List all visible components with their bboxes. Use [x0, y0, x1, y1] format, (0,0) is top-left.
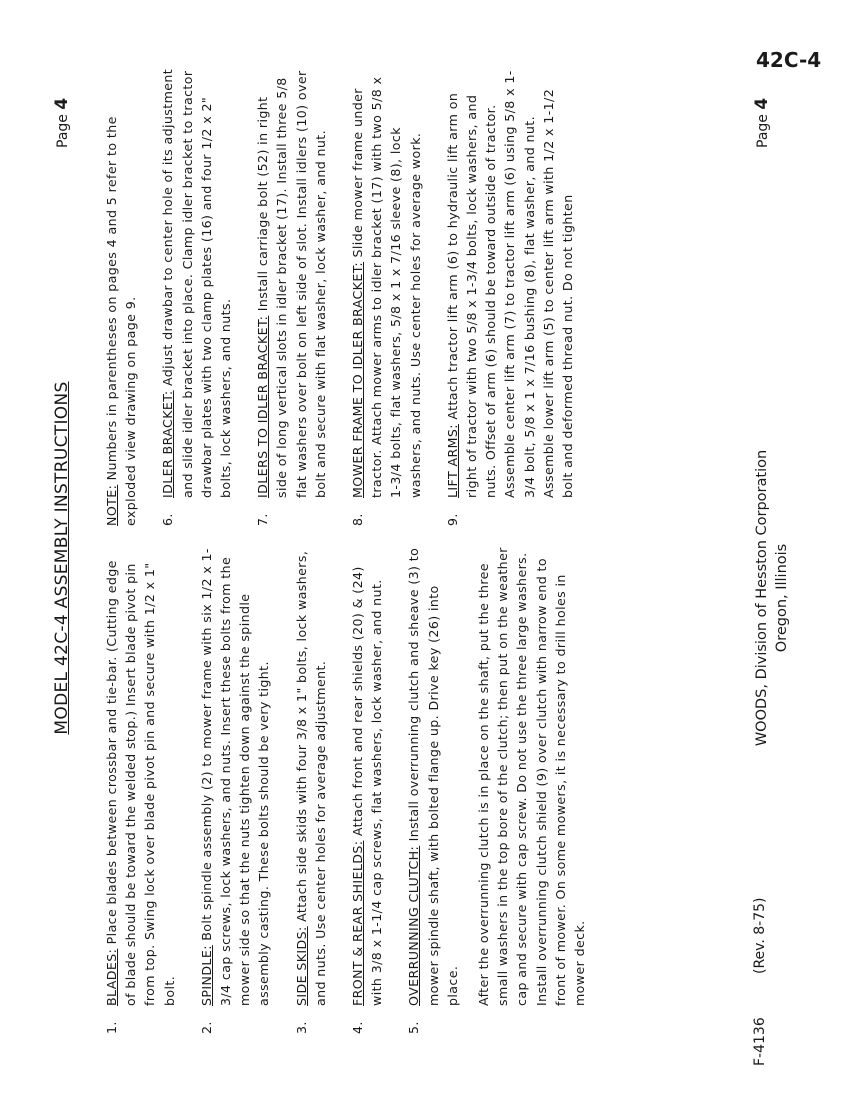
form-number: F-4136 [752, 1017, 768, 1066]
right-column [102, 66, 595, 526]
step-side-skids: 3. SIDE SKIDS: Attach side skids with four 3/8 x 1" bolts, lock washers, and nuts. Use center holes for average adjustment. [293, 550, 328, 1034]
left-column [102, 544, 589, 1034]
page-number-bottom: Page 4 [752, 97, 772, 148]
clutch-paragraph: After the overrunning clutch is in place on the shaft, put the three small washers in the top bore of the clutch; then put on the weather cap and secure with cap screw. Do not use the three large washers. Install overrunning clutch shield (9) over clutch with narrow end to front of mower. On some mowers, it is necessary to drill holes in mower deck. [476, 547, 588, 1006]
page-title: MODEL 42C-4 ASSEMBLY INSTRUCTIONS [52, 381, 72, 735]
step-lift-arms: 9. LIFT ARMS: Attach tractor lift arm (6) to hydraulic lift arm on right of tractor with two 5/8 x 1-3/4 bolts, lock washers, and nuts. Offset of arm (6) should be toward outside of tractor. Assemble center lift arm (7) to tractor lift arm (6) using 5/8 x 1-3/4 bolt, 5/8 x 1 x 7/16 bushing (8), flat washer, and nut. Assemble lower lift arm (5) to center lift arm with 1/2 x 1-1/2 bolt and deformed thread nut. Do not tighten [444, 70, 576, 526]
note: NOTE: Numbers in parentheses on pages 4 and 5 refer to the exploded view drawing on page 9. [104, 116, 139, 526]
company-info: WOODS, Division of Hesston Corporation Oregon, Illinois [754, 449, 790, 747]
step-idler-bracket: 6. IDLER BRACKET: Adjust drawbar to center hole of its adjustment and slide idler bracket into place. Clamp idler bracket to tractor drawbar plates with two clamp plates (16) and four 1/2 x 2" bolts, lock washers, and nuts. [160, 68, 234, 526]
step-blades: 1. BLADES: Place blades between crossbar and tie-bar. (Cutting edge of blade should be toward the welded stop.) Insert blade pivot pin from top. Swing lock over blade pivot pin and secure with 1/2 x 1" bolt. [104, 560, 177, 1034]
revision: (Rev. 8-75) [752, 897, 768, 974]
step-mower-frame: 8. MOWER FRAME TO IDLER BRACKET: Slide mower frame under tractor. Attach mower arms to idler bracket (17) with two 5/8 x 1-3/4 bolts, flat washers, 5/8 x 1 x 7/16 sleeve (8), lock washers, and nuts. Use center holes for average work. [350, 76, 423, 526]
step-shields: 4. FRONT & REAR SHIELDS: Attach front and rear shields (20) & (24) with 3/8 x 1-1/4 cap screws, flat washers, lock washer, and nut. [350, 566, 385, 1034]
page-number-top: Page 4 [52, 97, 72, 148]
step-spindle: 2. SPINDLE: Bolt spindle assembly (2) to mower frame with six 1/2 x 1-3/4 cap screws, lock washers, and nuts. Insert these bolts from the mower side so that the nuts tighten down against the spindle assembly casting. These bolts should be very tight. [198, 548, 272, 1034]
document-code: 42C-4 [756, 48, 822, 72]
step-idlers: 7. IDLERS TO IDLER BRACKET: Install carriage bolt (52) in right side of long vertical slots in idler bracket (17). Install three 5/8 flat washers over bolt on left side of slot. Install idlers (10) over bolt and secure with flat washer, lock washer, and nut. [255, 70, 328, 526]
step-clutch: 5. OVERRUNNING CLUTCH: Install overrunning clutch and sheave (3) to mower spindle shaft, with bolted flange up. Drive key (26) into place. [406, 547, 460, 1034]
